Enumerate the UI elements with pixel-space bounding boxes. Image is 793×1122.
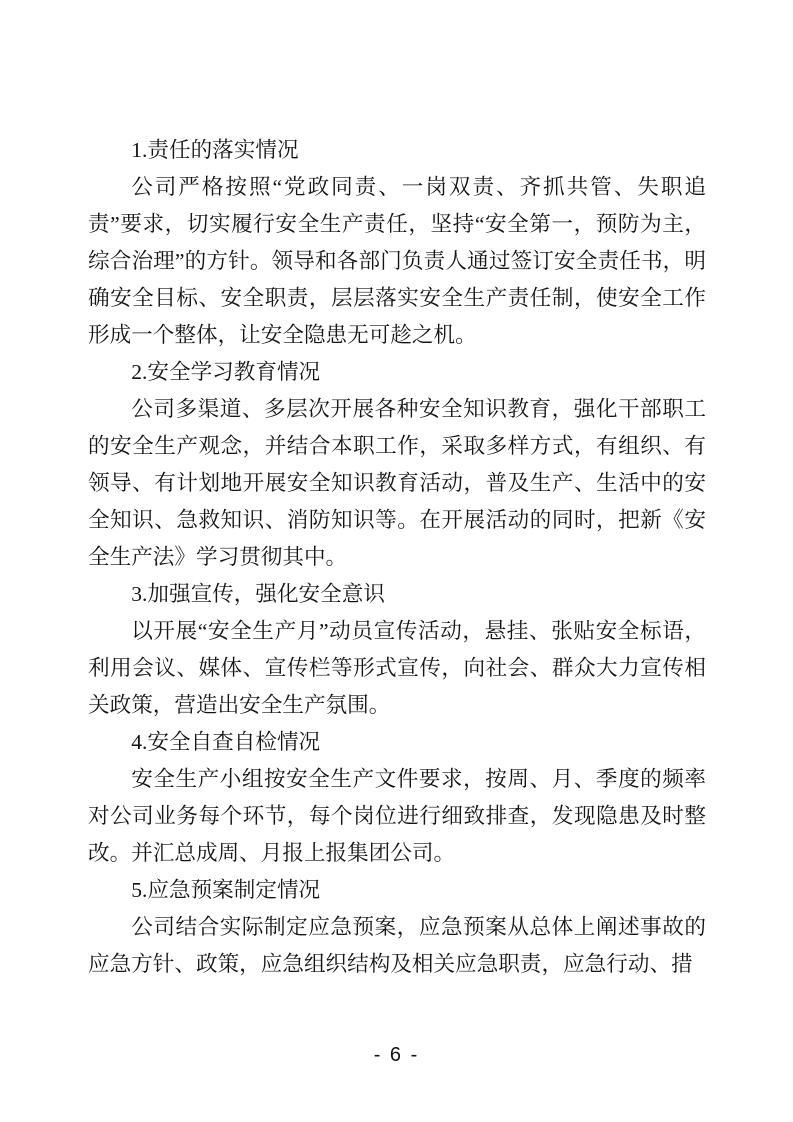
section-paragraph: 公司多渠道、多层次开展各种安全知识教育，强化干部职工的安全生产观念，并结合本职工作，采取多样方式，有组织、有领导、有计划地开展安全知识教育活动，普及生产、生活中的安全知识、急救知识、消防知识等。在开展活动的同时，把新《安全生产法》学习贯彻其中。 [88,397,706,569]
section-paragraph: 公司严格按照“党政同责、一岗双责、齐抓共管、失职追责”要求，切实履行安全生产责任，坚持“安全第一，预防为主，综合治理”的方针。领导和各部门负责人通过签订安全责任书，明确安全目标、安全职责，层层落实安全生产责任制，使安全工作形成一个整体，让安全隐患无可趁之机。 [88,175,706,347]
section-publicity [88,576,706,724]
document-content [88,132,706,983]
section-heading: 3.加强宣传，强化安全意识 [131,582,385,606]
section-heading: 5.应急预案制定情况 [131,878,321,902]
section-heading: 2.安全学习教育情况 [131,360,321,384]
section-heading: 4.安全自查自检情况 [131,730,321,754]
page-number: - 6 - [373,1044,420,1066]
section-paragraph: 以开展“安全生产月”动员宣传活动，悬挂、张贴安全标语，利用会议、媒体、宣传栏等形式宣传，向社会、群众大力宣传相关政策，营造出安全生产氛围。 [88,619,706,717]
section-responsibility [88,132,706,354]
section-self-inspection [88,724,706,872]
section-emergency-plan [88,872,706,983]
section-paragraph: 安全生产小组按安全生产文件要求，按周、月、季度的频率对公司业务每个环节，每个岗位进行细致排查，发现隐患及时整改。并汇总成周、月报上报集团公司。 [88,767,706,865]
section-heading: 1.责任的落实情况 [131,138,299,162]
section-paragraph: 公司结合实际制定应急预案，应急预案从总体上阐述事故的应急方针、政策，应急组织结构及相关应急职责，应急行动、措 [88,915,706,976]
section-education [88,354,706,576]
